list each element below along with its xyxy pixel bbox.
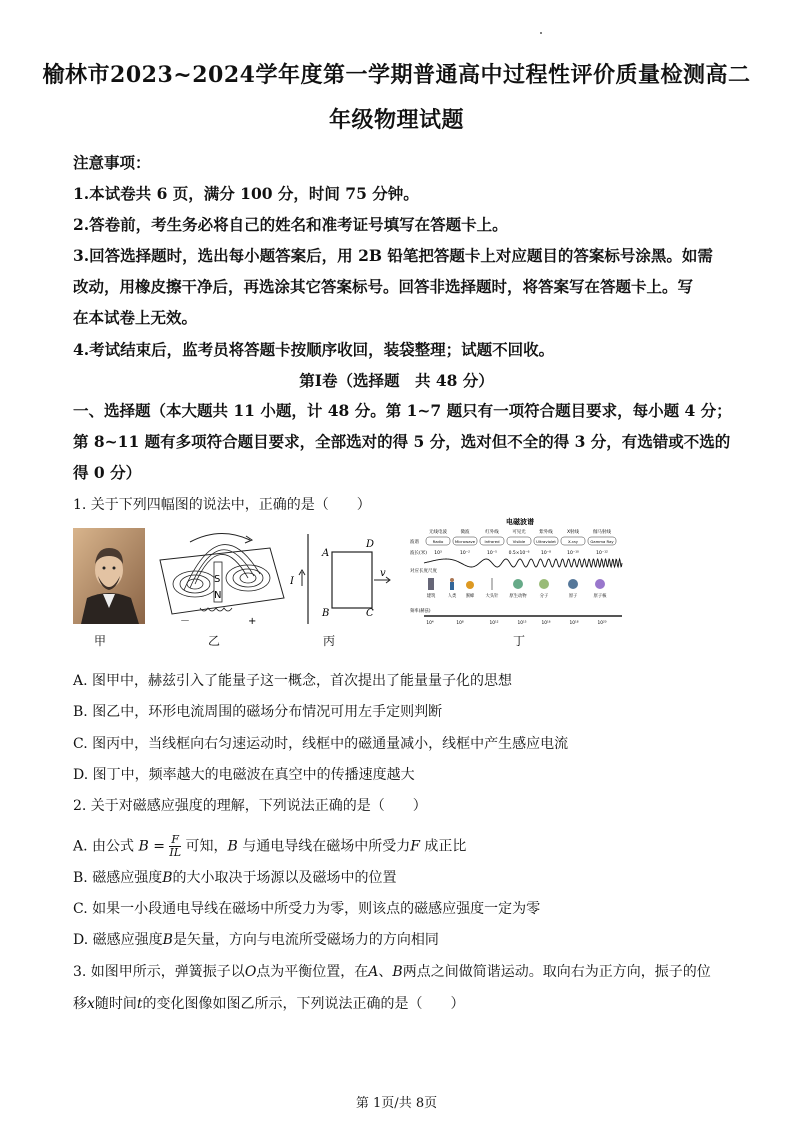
corner-c-label: C — [366, 608, 374, 619]
q3-line1 — [73, 961, 711, 981]
notice-item-3a: 3.回答选择题时，选出每小题答案后，用 2B 铅笔把答题卡上对应题目的答案标号涂黑。如需 — [73, 246, 713, 265]
band-en-1: Microwave — [454, 539, 476, 544]
row-label-name: 波谱 — [410, 540, 419, 545]
page-footer: 第 1页/共 8页 — [355, 1096, 438, 1111]
band-label-5: X射线 — [566, 530, 580, 535]
fig-label-bing: 丙 — [323, 634, 336, 648]
formula-lhs: B = — [138, 838, 165, 855]
q1-option-b: B. 图乙中，环形电流周围的磁场分布情况可用左手定则判断 — [73, 704, 443, 720]
q3-sym-a: A — [368, 964, 379, 980]
band-en-0: Radio — [432, 539, 444, 544]
notice-item-2: 2.答卷前，考生务必将自己的姓名和准考证号填写在答题卡上。 — [73, 215, 508, 234]
band-label-2: 红外线 — [485, 530, 499, 535]
q2-a-text3: 成正比 — [424, 838, 467, 855]
exam-title-line2: 年级物理试题 — [328, 107, 464, 133]
wavelength-1: 10⁻² — [460, 551, 470, 556]
row-label-frequency: 频率(赫兹) — [410, 609, 431, 614]
q1-option-a: A. 图甲中，赫兹引入了能量子这一概念，首次提出了能量量子化的思想 — [73, 673, 513, 689]
band-label-3: 可见光 — [512, 530, 526, 535]
speck — [540, 32, 542, 34]
spectrum-title: 电磁波谱 — [506, 518, 534, 526]
band-en-6: Gamma Ray — [590, 539, 614, 544]
wavelength-6: 10⁻¹² — [596, 551, 608, 556]
minus-terminal-label: － — [180, 616, 190, 627]
corner-a-label: A — [322, 548, 330, 559]
q2-a-sym-b: B — [227, 838, 238, 855]
q2-d-suffix: 是矢量，方向与电流所受磁场力的方向相同 — [172, 932, 439, 948]
freq-6: 10²⁰ — [597, 621, 607, 626]
formula-numerator: F — [169, 834, 181, 847]
object-7: 原子核 — [593, 594, 607, 599]
band-label-1: 微波 — [460, 530, 470, 535]
object-1: 人类 — [447, 594, 457, 599]
section-instr-a: 一、选择题（本大题共 11 小题，计 48 分。第 1~7 题只有一项符合题目要求，每小题 4 分； — [73, 401, 732, 420]
q3-sym-x: x — [87, 996, 95, 1012]
q3-l2-c: 的变化图像如图乙所示，下列说法正确的是（ ） — [142, 996, 465, 1012]
object-6: 原子 — [568, 594, 578, 599]
q3-l1-b: 点为平衡位置，在 — [256, 964, 369, 980]
notice-heading: 注意事项： — [73, 153, 151, 172]
q3-l1-c: 、 — [378, 964, 393, 980]
corner-b-label: B — [322, 608, 330, 619]
q2-option-b — [73, 867, 397, 887]
row-label-scale: 对应长度尺度 — [410, 569, 437, 574]
freq-3: 10¹⁵ — [517, 621, 527, 626]
freq-1: 10⁸ — [456, 621, 464, 626]
notice-item-3c: 在本试卷上无效。 — [73, 308, 198, 327]
fig-label-ding: 丁 — [513, 634, 526, 648]
fig-bing-wire-frame — [290, 534, 400, 624]
notice-item-4: 4.考试结束后，监考员将答题卡按顺序收回，装袋整理；试题不回收。 — [73, 340, 555, 359]
formula-denominator: IL — [169, 846, 182, 859]
section-instr-c: 得 0 分） — [73, 463, 142, 482]
q2-d-prefix: D. 磁感应强度 — [73, 932, 163, 948]
q2-b-suffix: 的大小取决于场源以及磁场中的位置 — [172, 870, 397, 886]
q3-l2-a: 移 — [73, 996, 87, 1012]
freq-0: 10⁴ — [426, 621, 434, 626]
velocity-v-label: v — [380, 568, 386, 579]
q1-stem: 1. 关于下列四幅图的说法中，正确的是（ ） — [73, 497, 371, 513]
q2-a-text2: 与通电导线在磁场中所受力 — [242, 838, 411, 855]
q2-b-prefix: B. 磁感应强度 — [73, 870, 163, 886]
band-en-2: Infrared — [484, 539, 500, 544]
q2-a-text1: 可知， — [185, 838, 228, 855]
q3-sym-b: B — [392, 964, 403, 980]
q3-l1-a: 3. 如图甲所示，弹簧振子以 — [73, 964, 245, 980]
freq-2: 10¹² — [489, 621, 499, 626]
band-label-0: 无线电波 — [429, 530, 447, 535]
wavelength-4: 10⁻⁸ — [541, 551, 551, 556]
q3-l1-d: 两点之间做简谐运动。取向右为正方向，振子的位 — [402, 964, 711, 980]
band-label-6: 伽马射线 — [593, 530, 611, 535]
wavelength-3: 0.5×10⁻⁶ — [508, 551, 530, 556]
band-en-4: Ultraviolet — [536, 539, 556, 544]
q2-b-sym-b: B — [162, 870, 173, 886]
q2-option-c: C. 如果一小段通电导线在磁场中所受力为零，则该点的磁感应强度一定为零 — [73, 901, 541, 917]
q2-stem: 2. 关于对磁感应强度的理解，下列说法正确的是（ ） — [73, 798, 427, 814]
q2-option-a — [73, 834, 466, 859]
pole-s-label: S — [214, 574, 221, 585]
q2-a-prefix: A. 由公式 — [73, 838, 135, 855]
wavelength-5: 10⁻¹⁰ — [567, 551, 579, 556]
section-title: 第Ⅰ卷（选择题 共 48 分） — [299, 371, 494, 390]
plus-terminal-label: + — [248, 616, 257, 627]
notice-item-1: 1.本试卷共 6 页，满分 100 分，时间 75 分钟。 — [73, 184, 419, 203]
band-en-3: Visible — [512, 539, 526, 544]
q2-a-sym-f: F — [410, 838, 420, 855]
object-4: 原生动物 — [509, 594, 527, 599]
fig-label-yi: 乙 — [208, 634, 221, 648]
q2-formula — [138, 834, 181, 859]
current-i-label: I — [290, 576, 294, 587]
q1-option-c: C. 图丙中，当线框向右匀速运动时，线框中的磁通量减小，线框中产生感应电流 — [73, 736, 569, 752]
section-instr-b: 第 8~11 题有多项符合题目要求，全部选对的得 5 分，选对但不全的得 3 分，有选错或不选的 — [73, 432, 731, 451]
exam-title-line1: 榆林市2023~2024学年度第一学期普通高中过程性评价质量检测高二 — [42, 62, 751, 88]
q3-sym-o: O — [244, 964, 257, 980]
fig-label-jia: 甲 — [94, 634, 107, 648]
notice-item-3b: 改动，用橡皮擦干净后，再选涂其它答案标号。回答非选择题时，将答案写在答题卡上。写 — [73, 277, 694, 296]
object-0: 建筑 — [426, 594, 436, 599]
wavelength-0: 10³ — [434, 551, 442, 556]
q3-l2-b: 随时间 — [94, 996, 137, 1012]
freq-5: 10¹⁸ — [569, 621, 579, 626]
formula-fraction — [169, 834, 181, 859]
q1-option-d: D. 图丁中，频率越大的电磁波在真空中的传播速度越大 — [73, 767, 415, 783]
fig-jia-portrait — [73, 528, 145, 624]
q2-option-d — [73, 929, 439, 949]
freq-4: 10¹⁶ — [541, 621, 551, 626]
object-2: 蜜蜂 — [465, 594, 475, 599]
q2-d-sym-b: B — [162, 932, 173, 948]
corner-d-label: D — [366, 539, 375, 550]
q3-line2 — [73, 993, 465, 1013]
band-en-5: X-ray — [568, 539, 578, 544]
object-3: 大头针 — [485, 594, 499, 599]
band-label-4: 紫外线 — [539, 530, 553, 535]
row-label-wavelength: 波长(米) — [410, 551, 428, 556]
pole-n-label: N — [214, 590, 222, 601]
object-5: 分子 — [539, 594, 549, 599]
fig-ding-em-spectrum — [410, 516, 630, 628]
q3-sym-t: t — [136, 996, 143, 1012]
fig-yi-ring-current — [150, 528, 290, 628]
spectrum-wave — [424, 559, 622, 567]
wavelength-2: 10⁻⁵ — [487, 551, 497, 556]
